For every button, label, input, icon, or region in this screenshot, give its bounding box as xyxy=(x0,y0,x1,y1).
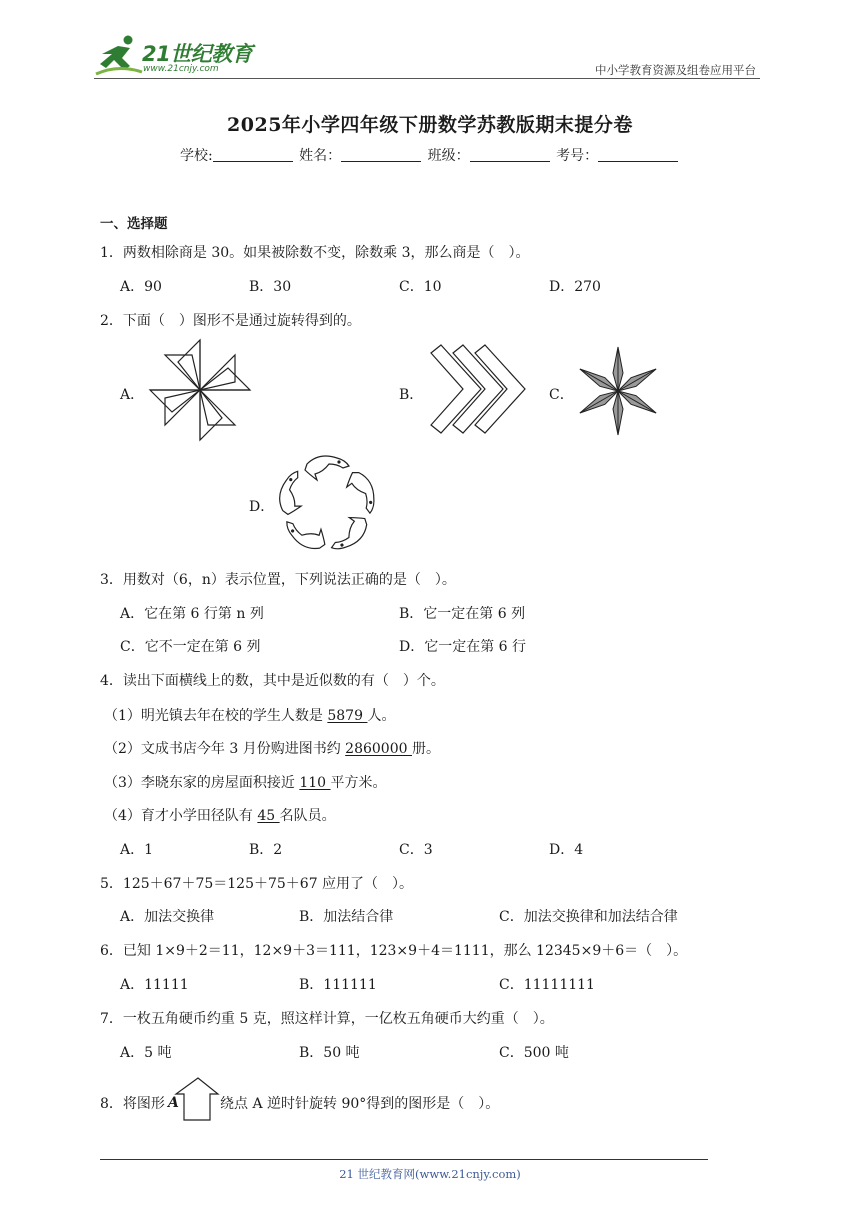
q3-option-b[interactable]: B．它一定在第 6 列 xyxy=(399,606,526,622)
q5-option-a[interactable]: A．加法交换律 xyxy=(120,909,215,925)
q2-option-d[interactable]: D． xyxy=(249,499,275,515)
q1-option-d[interactable]: D．270 xyxy=(549,279,601,295)
logo-text: 21世纪教育 xyxy=(142,42,253,66)
q4-item-1-unit: 人。 xyxy=(367,708,396,724)
q4-option-d[interactable]: D．4 xyxy=(549,842,584,858)
q7-option-b[interactable]: B．50 吨 xyxy=(299,1045,360,1061)
question-4: 4．读出下面横线上的数，其中是近似数的有（ ）个。 xyxy=(100,673,445,689)
question-6: 6．已知 1×9＋2＝11，12×9＋3＝111，123×9＋4＝1111，那么 12345×9＋6＝（ ）。 xyxy=(100,943,688,959)
q4-option-a[interactable]: A．1 xyxy=(120,842,154,858)
student-info-line xyxy=(180,145,680,165)
class-field[interactable] xyxy=(470,147,550,162)
logo-url: www.21cnjy.com xyxy=(143,64,219,74)
question-5: 5．125＋67＋75＝125＋75＋67 应用了（ ）。 xyxy=(100,876,414,892)
q7-option-a[interactable]: A．5 吨 xyxy=(120,1045,172,1061)
q4-item-4-number: 45 xyxy=(257,808,280,824)
question-2: 2．下面（ ）图形不是通过旋转得到的。 xyxy=(100,313,361,329)
q4-item-2 xyxy=(104,738,440,758)
dolphins-figure xyxy=(272,452,382,556)
class-label: 班级： xyxy=(427,148,470,164)
q1-option-a[interactable]: A．90 xyxy=(120,279,162,295)
footer-divider xyxy=(100,1159,708,1160)
platform-label: 中小学教育资源及组卷应用平台 xyxy=(595,63,756,77)
school-label: 学校: xyxy=(180,148,213,164)
q3-option-a[interactable]: A．它在第 6 行第 n 列 xyxy=(120,606,264,622)
section-heading: 一、选择题 xyxy=(100,216,168,232)
footer-text[interactable]: 21 世纪教育网(www.21cnjy.com) xyxy=(339,1167,521,1181)
runner-logo-icon xyxy=(94,34,144,78)
q2-option-a[interactable]: A． xyxy=(120,387,145,403)
q4-item-2-text: （2）文成书店今年 3 月份购进图书约 xyxy=(104,741,346,757)
q7-option-c[interactable]: C．500 吨 xyxy=(499,1045,569,1061)
question-3: 3．用数对（6，n）表示位置，下列说法正确的是（ ）。 xyxy=(100,572,456,588)
q4-item-3-text: （3）李晓东家的房屋面积接近 xyxy=(104,775,300,791)
name-label: 姓名： xyxy=(299,148,342,164)
q4-item-4-unit: 名队员。 xyxy=(279,808,336,824)
number-label: 考号： xyxy=(556,148,599,164)
q4-item-3 xyxy=(104,772,387,792)
question-7: 7．一枚五角硬币约重 5 克，照这样计算，一亿枚五角硬币大约重（ ）。 xyxy=(100,1011,554,1027)
school-field[interactable] xyxy=(213,147,293,162)
q1-option-b[interactable]: B．30 xyxy=(249,279,292,295)
q4-item-2-number: 2860000 xyxy=(345,741,412,757)
q4-item-4-text: （4）育才小学田径队有 xyxy=(104,808,258,824)
q4-item-3-unit: 平方米。 xyxy=(330,775,387,791)
q5-option-c[interactable]: C．加法交换律和加法结合律 xyxy=(499,909,678,925)
q5-option-b[interactable]: B．加法结合律 xyxy=(299,909,394,925)
point-a-label: A xyxy=(168,1095,179,1111)
q4-item-1-number: 5879 xyxy=(327,708,368,724)
q8-text-end: 绕点 A 逆时针旋转 90°得到的图形是（ ）。 xyxy=(220,1096,500,1112)
star-figure xyxy=(576,346,660,436)
q3-option-d[interactable]: D．它一定在第 6 行 xyxy=(399,639,527,655)
q4-item-2-unit: 册。 xyxy=(411,741,440,757)
name-field[interactable] xyxy=(341,147,421,162)
q2-option-b[interactable]: B． xyxy=(399,387,424,403)
q4-item-1 xyxy=(104,705,395,725)
q4-item-1-text: （1）明光镇去年在校的学生人数是 xyxy=(104,708,328,724)
question-8 xyxy=(100,1093,165,1113)
header-divider xyxy=(94,78,760,79)
page-title: 2025年小学四年级下册数学苏教版期末提分卷 xyxy=(227,114,633,136)
question-1: 1．两数相除商是 30。如果被除数不变，除数乘 3，那么商是（ ）。 xyxy=(100,245,530,261)
q2-option-c[interactable]: C． xyxy=(549,387,574,403)
pinwheel-figure xyxy=(150,340,250,440)
q6-option-a[interactable]: A．11111 xyxy=(120,977,189,993)
q6-option-c[interactable]: C．11111111 xyxy=(499,977,595,993)
q1-option-c[interactable]: C．10 xyxy=(399,279,442,295)
number-field[interactable] xyxy=(598,147,678,162)
q4-item-3-number: 110 xyxy=(299,775,331,791)
q3-option-c[interactable]: C．它不一定在第 6 列 xyxy=(120,639,261,655)
q4-item-4 xyxy=(104,805,336,825)
chevrons-figure xyxy=(425,345,525,435)
q4-option-c[interactable]: C．3 xyxy=(399,842,433,858)
q8-text-start: 8．将图形 xyxy=(100,1096,165,1112)
q6-option-b[interactable]: B．111111 xyxy=(299,977,377,993)
q4-option-b[interactable]: B．2 xyxy=(249,842,283,858)
